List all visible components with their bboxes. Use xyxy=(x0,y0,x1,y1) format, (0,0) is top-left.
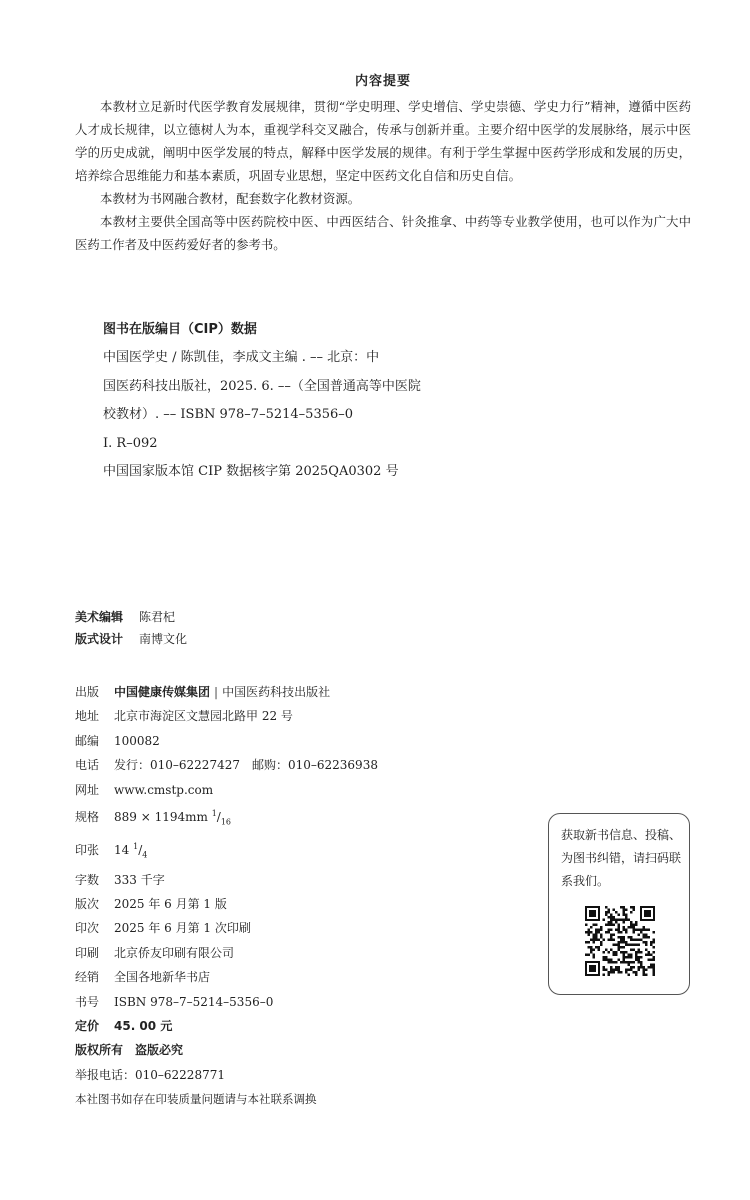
format-denominator: 16 xyxy=(220,817,232,827)
edition-value: 2025 年 6 月第 1 版 xyxy=(114,897,227,912)
isbn-value: ISBN 978–7–5214–5356–0 xyxy=(114,994,274,1009)
isbn-label: 书号 xyxy=(75,994,100,1009)
content-summary xyxy=(75,70,691,256)
address-value: 北京市海淀区文慧园北路甲 22 号 xyxy=(114,709,293,724)
report-phone: 举报电话：010–62228771 xyxy=(75,1067,225,1082)
website-value: www.cmstp.com xyxy=(114,782,214,797)
sheets-slash: / xyxy=(138,842,143,857)
edition-row xyxy=(75,892,515,916)
edition-label: 版次 xyxy=(75,897,100,912)
art-editor-label: 美术编辑 xyxy=(75,610,124,624)
qr-info-box xyxy=(548,813,690,995)
phone-value: 发行：010–62227427 邮购：010–62236938 xyxy=(114,758,378,773)
distributor-value: 全国各地新华书店 xyxy=(114,970,211,985)
qr-info-text: 获取新书信息、投稿、为图书纠错，请扫码联系我们。 xyxy=(561,828,682,888)
website-row xyxy=(75,778,515,802)
distributor-label: 经销 xyxy=(75,970,100,985)
publisher-separator: | xyxy=(214,685,219,699)
printer-row xyxy=(75,941,515,965)
printer-label: 印刷 xyxy=(75,945,100,960)
summary-paragraph: 本教材主要供全国高等中医药院校中医、中西医结合、针灸推拿、中药等专业教学使用，也可以作为广大中医药工作者及中医药爱好者的参考书。 xyxy=(75,214,691,252)
cip-line: Ⅰ. R–092 xyxy=(103,435,158,451)
summary-paragraph: 本教材为书网融合教材，配套数字化教材资源。 xyxy=(100,191,361,206)
format-row xyxy=(75,802,515,835)
sheets-label: 印张 xyxy=(75,842,100,857)
cip-line: 中国医学史 / 陈凯佳，李成文主编 . –– 北京：中 xyxy=(103,350,380,365)
sheets-value xyxy=(114,841,148,860)
sheets-main: 14 xyxy=(114,842,134,857)
quality-notice: 本社图书如存在印装质量问题请与本社联系调换 xyxy=(75,1092,317,1107)
layout-design-value: 南博文化 xyxy=(139,632,188,646)
publisher-group: 中国健康传媒集团 xyxy=(114,685,211,699)
qr-code-icon[interactable] xyxy=(585,906,655,976)
cip-title: 图书在版编目（CIP）数据 xyxy=(103,322,257,337)
cip-line: 国医药科技出版社，2025. 6. ––（全国普通高等中医院 xyxy=(103,378,421,394)
sheets-numerator: 1 xyxy=(133,841,139,851)
format-label: 规格 xyxy=(75,810,100,825)
printing-label: 印次 xyxy=(75,921,100,936)
summary-title: 内容提要 xyxy=(354,74,411,89)
publication-info xyxy=(75,680,515,1111)
cip-data xyxy=(103,318,443,487)
printing-row xyxy=(75,916,515,940)
website-label: 网址 xyxy=(75,782,100,797)
price-row xyxy=(75,1014,515,1038)
printing-value: 2025 年 6 月第 1 次印刷 xyxy=(114,921,251,936)
phone-label: 电话 xyxy=(75,758,100,773)
sheets-denominator: 4 xyxy=(142,850,148,860)
postcode-value: 100082 xyxy=(114,733,160,748)
layout-design-label: 版式设计 xyxy=(75,632,124,646)
phone-row xyxy=(75,753,515,777)
postcode-row xyxy=(75,729,515,753)
cip-line: 中国国家版本馆 CIP 数据核字第 2025QA0302 号 xyxy=(103,464,399,479)
price-label: 定价 xyxy=(75,1019,100,1034)
summary-paragraph: 本教材立足新时代医学教育发展规律，贯彻“学史明理、学史增信、学史崇德、学史力行”精神，遵循中医药人才成长规律，以立德树人为本，重视学科交叉融合，传承与创新并重。主要介绍中医学的发展脉络，展示中医学的历史成就，阐明中医学发展的特点，解释中医学发展的规律。有利于学生掌握中医药学形成和发展的历史，培养综合思维能力和基本素质，巩固专业思想，坚定中医药文化自信和历史自信。 xyxy=(75,99,691,183)
printer-value: 北京侨友印刷有限公司 xyxy=(114,945,235,960)
address-label: 地址 xyxy=(75,709,100,724)
copyright-notice: 版权所有 盗版必究 xyxy=(75,1043,184,1058)
format-numerator: 1 xyxy=(211,809,217,819)
publisher-name: 中国医药科技出版社 xyxy=(222,685,331,699)
cip-line: 校教材）. –– ISBN 978–7–5214–5356–0 xyxy=(103,407,354,422)
format-main: 889 × 1194mm xyxy=(114,810,212,825)
sheets-row xyxy=(75,835,515,868)
format-slash: / xyxy=(216,810,221,825)
publisher-row xyxy=(75,680,515,704)
art-editor-row xyxy=(75,606,187,628)
word-count-row xyxy=(75,868,515,892)
format-value xyxy=(114,809,232,827)
word-count-label: 字数 xyxy=(75,872,100,887)
address-row xyxy=(75,704,515,728)
postcode-label: 邮编 xyxy=(75,733,100,748)
distributor-row xyxy=(75,965,515,989)
editors-block xyxy=(75,606,187,650)
price-value: 45. 00 元 xyxy=(114,1019,173,1034)
art-editor-value: 陈君杞 xyxy=(139,610,176,624)
layout-design-row xyxy=(75,628,187,650)
publisher-label: 出版 xyxy=(75,685,100,699)
word-count-value: 333 千字 xyxy=(114,872,165,887)
isbn-row xyxy=(75,990,515,1014)
